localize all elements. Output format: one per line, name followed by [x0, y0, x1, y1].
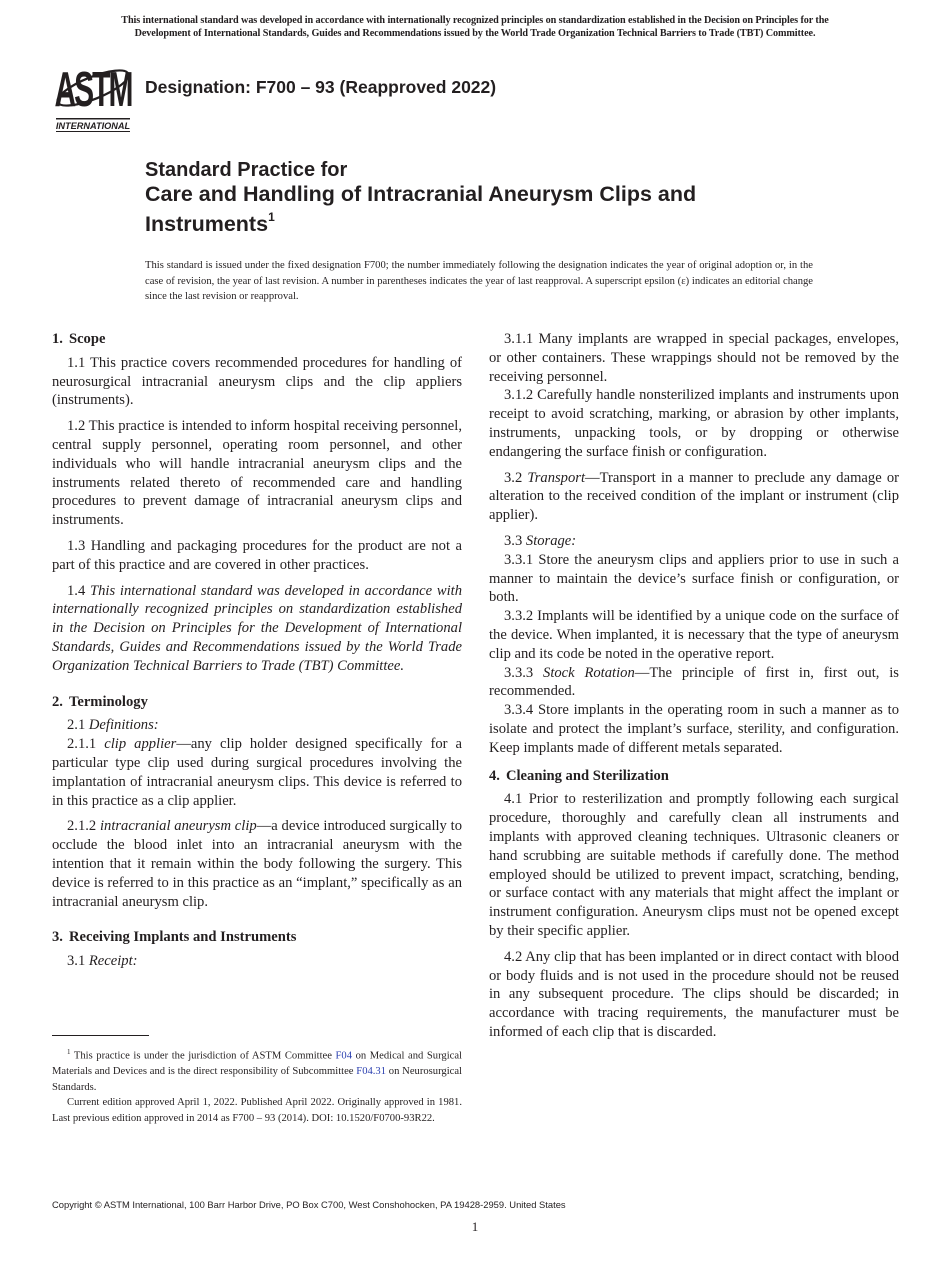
para-3-3-1: 3.3.1 Store the aneurysm clips and appliers prior to use in such a manner to maintain the device’s surface finish or configuration, or both.: [489, 551, 899, 606]
svg-text:INTERNATIONAL: INTERNATIONAL: [55, 121, 131, 131]
para-2-1: 2.1 Definitions:: [67, 717, 159, 734]
subcommittee-f04-31-link[interactable]: F04.31: [356, 1066, 387, 1078]
para-3-2: 3.2 Transport—Transport in a manner to preclude any damage or alteration to the received condition of the implant or instrument (clip applier).: [489, 469, 899, 524]
para-1-1: 1.1 This practice covers recommended procedures for handling of neurosurgical intracranial aneurysm clips and the clip appliers (instruments).: [52, 354, 462, 409]
para-4-2: 4.2 Any clip that has been implanted or in direct contact with blood or body fluids and is not used in the procedure should not be reused in any subsequent procedure. The clips should be discarded; in accordance with tracing requirements, the manufacturer must be informed of each clip that is discarded.: [489, 948, 899, 1040]
para-1-2: 1.2 This practice is intended to inform hospital receiving personnel, central supply personnel, operating room personnel, and other individuals who will handle intracranial aneurysm clips and the instruments related thereto of recommended care and handling procedures to prevent damage of intracranial aneurysm clips and instruments.: [52, 418, 462, 529]
designation: Designation: F700 – 93 (Reapproved 2022): [145, 77, 497, 97]
para-3-1-1: 3.1.1 Many implants are wrapped in special packages, envelopes, or other containers. These wrappings should not be removed by the receiving personnel.: [489, 331, 899, 385]
section-2-heading: 2. Terminology: [52, 693, 148, 710]
svg-text:ASTM: ASTM: [54, 61, 132, 118]
section-1-heading: 1. Scope: [52, 331, 106, 347]
preamble-line-1: This international standard was developed in accordance with internationally recognized principles on standardization established in the Decision on Principles for the: [121, 15, 829, 26]
right-column: [489, 330, 899, 1042]
para-1-3: 1.3 Handling and packaging procedures for the product are not a part of this practice and are covered in other practices.: [52, 537, 462, 573]
preamble-line-2: Development of International Standards, Guides and Recommendations issued by the World Trade Organization Technical Barriers to Trade (TBT) Committee.: [134, 27, 816, 39]
footnote-divider: [52, 1035, 149, 1036]
para-3-3-3: 3.3.3 Stock Rotation—The principle of first in, first out, is recommended.: [489, 664, 899, 700]
page-number: 1: [471, 1219, 479, 1234]
title-line-2: Care and Handling of Intracranial Aneurysm Clips and: [145, 182, 697, 206]
footnotes: [52, 1045, 462, 1126]
para-3-3-4: 3.3.4 Store implants in the operating room in such a manner as to isolate and protect the implant’s surface, sterility, and configuration. Keep implants made of different metals separated.: [489, 702, 899, 756]
para-3-1-2: 3.1.2 Carefully handle nonsterilized implants and instruments upon receipt to avoid scratching, marking, or abrasion by other implants, instruments, unpacking tools, or by dropping or otherwise endangering the surface finish or configuration.: [489, 387, 899, 460]
preamble-notice: [40, 15, 910, 40]
title-line-3: Instruments$^1$: [145, 209, 275, 236]
astm-logo-icon: [52, 55, 134, 133]
para-3-1: 3.1 Receipt:: [67, 953, 138, 970]
title-footnote-marker[interactable]: 1: [268, 209, 275, 224]
copyright-notice: Copyright © ASTM International, 100 Barr Harbor Drive, PO Box C700, West Conshohocken, PA 19428-2959. United States: [52, 1199, 566, 1210]
issued-note: This standard is issued under the fixed designation F700; the number immediately following the designation indicates the year of original adoption or, in the case of revision, the year of last revision. A number in parentheses indicates the year of last reapproval. A superscript epsilon (ε) indicates an editorial change since the last revision or reapproval.: [145, 260, 813, 302]
para-1-4: 1.4 This international standard was developed in accordance with internationally recognized principles on standardization established in the Decision on Principles for the Development of International Standards, Guides and Recommendations issued by the World Trade Organization Technical Barriers to Trade (TBT) Committee.: [52, 582, 463, 674]
footnote-1: $^1$ This practice is under the jurisdiction of ASTM Committee F04 on Medical and Surgical Materials and Devices and is the direct responsibility of Subcommittee F04.31 on Neurosurgical Standards.: [52, 1048, 462, 1093]
para-3-3: 3.3 Storage:: [504, 532, 577, 549]
document-title: [145, 158, 845, 236]
committee-f04-link[interactable]: F04: [335, 1050, 352, 1062]
para-4-1: 4.1 Prior to resterilization and promptly following each surgical procedure, thoroughly and carefully clean all instruments and implants with approved cleaning techniques. Ultrasonic cleaners or hand scrubbing are suitable methods if carefully done. The method employed should be utilized to prevent impact, scratching, bending, or surface contact with any materials that might affect the implant or instrument configuration. Aneurysm clips must not be opened except by their specific applier.: [489, 791, 899, 939]
para-2-1-2: 2.1.2 intracranial aneurysm clip—a device introduced surgically to occlude the blood inlet into an intracranial aneurysm with the intention that it remain within the body following the surgery. This device is referred to in this practice as an “implant,” specifically as an intracranial aneurysm clip.: [52, 818, 462, 910]
title-line-1: Standard Practice for: [145, 159, 348, 181]
para-3-3-2: 3.3.2 Implants will be identified by a unique code on the surface of the device. When implanted, it is necessary that the type of aneurysm clip and its code be noted in the operative report.: [489, 608, 899, 662]
section-3-heading: 3. Receiving Implants and Instruments: [52, 929, 297, 946]
para-2-1-1: 2.1.1 clip applier—any clip holder designed specifically for a particular type clip used during surgical procedures involving the implantation of intracranial aneurysm clips. This device is referred to in this practice as a clip applier.: [52, 736, 462, 809]
footnote-edition: Current edition approved April 1, 2022. Published April 2022. Originally approved in 1981. Last previous edition approved in 2014 as F700 – 93 (2014). DOI: 10.1520/F0700-93R22.: [52, 1097, 462, 1124]
section-4-heading: 4. Cleaning and Sterilization: [489, 767, 669, 784]
left-column: [52, 330, 462, 971]
